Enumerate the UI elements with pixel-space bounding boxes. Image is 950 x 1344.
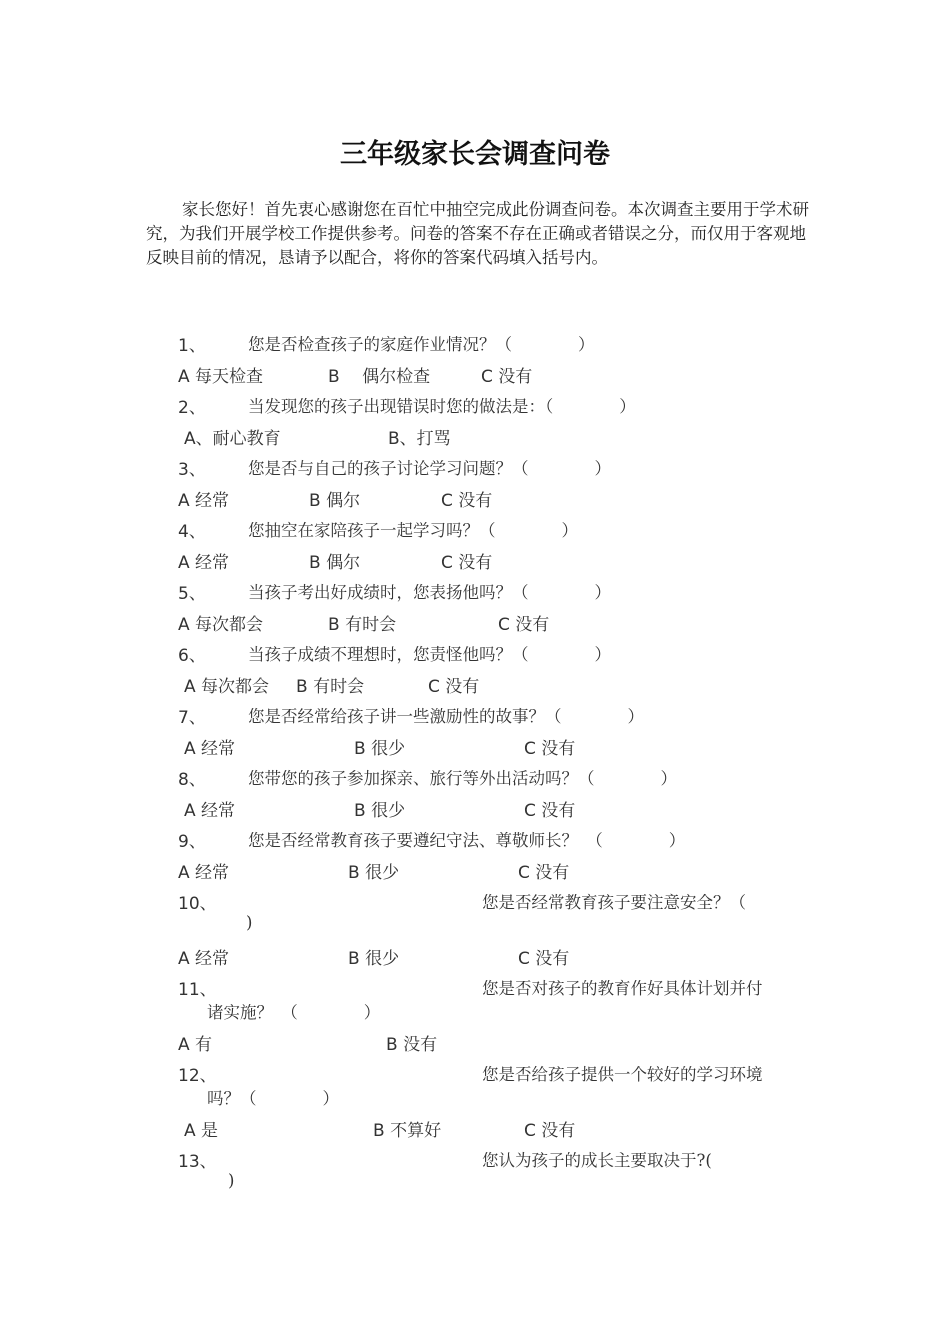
question-1-option-c: C 没有 [481, 367, 533, 387]
question-3-option-a: A 经常 [178, 491, 230, 511]
question-6-option-b: B 有时会 [296, 677, 365, 697]
question-12-option-c: C 没有 [524, 1121, 576, 1141]
question-11-number: 11、 [178, 980, 217, 1000]
question-2-text: 当发现您的孩子出现错误时您的做法是：（ ） [248, 397, 636, 416]
question-10-text-cont: ) [246, 913, 253, 932]
question-7-option-a: A 经常 [184, 739, 236, 759]
question-5-text: 当孩子考出好成绩时，您表扬他吗？（ ） [248, 583, 611, 602]
question-8-option-b: B 很少 [354, 801, 406, 821]
question-3-option-b: B 偶尔 [309, 491, 361, 511]
question-1-number: 1、 [178, 336, 206, 356]
intro-text: 家长您好！首先衷心感谢您在百忙中抽空完成此份调查问卷。本次调查主要用于学术研究，为我们开展学校工作提供参考。问卷的答案不存在正确或者错误之分，而仅用于客观地反映目前的情况，恳请予以配合，将你的答案代码填入括号内。 [146, 200, 809, 267]
question-8-option-c: C 没有 [524, 801, 576, 821]
question-8-text: 您带您的孩子参加探亲、旅行等外出活动吗？（ ） [248, 769, 677, 788]
question-6-option-c: C 没有 [428, 677, 480, 697]
question-10-option-c: C 没有 [518, 949, 570, 969]
question-11-text-cont: 诸实施？ （ ） [207, 1003, 381, 1022]
question-7-option-c: C 没有 [524, 739, 576, 759]
question-11-option-a: A 有 [178, 1035, 213, 1055]
question-12-text: 您是否给孩子提供一个较好的学习环境 [482, 1065, 763, 1084]
question-5-option-c: C 没有 [498, 615, 550, 635]
question-5-option-a: A 每次都会 [178, 615, 264, 635]
question-6-text: 当孩子成绩不理想时，您责怪他吗？（ ） [248, 645, 611, 664]
question-3-option-c: C 没有 [441, 491, 493, 511]
intro-paragraph [146, 198, 810, 270]
question-4-text: 您抽空在家陪孩子一起学习吗？（ ） [248, 521, 578, 540]
question-3-number: 3、 [178, 460, 206, 480]
question-11-text: 您是否对孩子的教育作好具体计划并付 [482, 979, 763, 998]
question-7-number: 7、 [178, 708, 206, 728]
question-10-text: 您是否经常教育孩子要注意安全？（ [482, 893, 746, 912]
question-1-text: 您是否检查孩子的家庭作业情况？（ ） [248, 335, 595, 354]
page-title: 三年级家长会调查问卷 [340, 139, 610, 170]
question-5-option-b: B 有时会 [328, 615, 397, 635]
question-7-text: 您是否经常给孩子讲一些激励性的故事？（ ） [248, 707, 644, 726]
question-6-option-a: A 每次都会 [184, 677, 270, 697]
question-6-number: 6、 [178, 646, 206, 666]
question-2-option-b: B、打骂 [388, 429, 451, 449]
question-11-option-b: B 没有 [386, 1035, 438, 1055]
question-10-option-a: A 经常 [178, 949, 230, 969]
question-13-text-cont: ) [228, 1171, 235, 1190]
question-2-option-a: A、耐心教育 [184, 429, 281, 449]
question-10-number: 10、 [178, 894, 217, 914]
question-3-text: 您是否与自己的孩子讨论学习问题？（ ） [248, 459, 611, 478]
question-9-text: 您是否经常教育孩子要遵纪守法、尊敬师长？ （ ） [248, 831, 686, 850]
question-12-option-b: B 不算好 [373, 1121, 442, 1141]
question-12-option-a: A 是 [184, 1121, 219, 1141]
question-13-text: 您认为孩子的成长主要取决于?( [482, 1151, 712, 1170]
question-5-number: 5、 [178, 584, 206, 604]
question-13-number: 13、 [178, 1152, 217, 1172]
question-12-text-cont: 吗？（ ） [207, 1089, 339, 1108]
question-4-option-c: C 没有 [441, 553, 493, 573]
question-1-option-b: B 偶尔检查 [328, 367, 431, 387]
question-9-option-a: A 经常 [178, 863, 230, 883]
question-1-option-a: A 每天检查 [178, 367, 264, 387]
question-4-option-b: B 偶尔 [309, 553, 361, 573]
question-9-option-c: C 没有 [518, 863, 570, 883]
question-12-number: 12、 [178, 1066, 217, 1086]
question-9-number: 9、 [178, 832, 206, 852]
question-7-option-b: B 很少 [354, 739, 406, 759]
question-2-number: 2、 [178, 398, 206, 418]
question-9-option-b: B 很少 [348, 863, 400, 883]
question-8-number: 8、 [178, 770, 206, 790]
question-4-number: 4、 [178, 522, 206, 542]
question-8-option-a: A 经常 [184, 801, 236, 821]
question-4-option-a: A 经常 [178, 553, 230, 573]
question-10-option-b: B 很少 [348, 949, 400, 969]
